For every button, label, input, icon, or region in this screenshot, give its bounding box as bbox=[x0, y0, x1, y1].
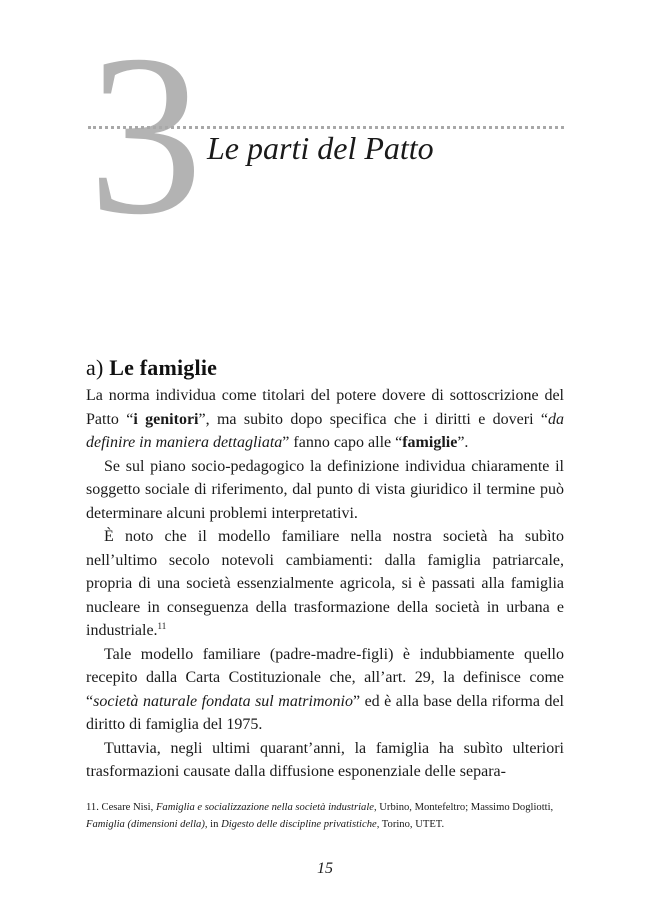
body-text bbox=[86, 384, 564, 784]
section-letter: a) bbox=[86, 355, 104, 380]
bold-term: i genitori bbox=[133, 410, 199, 428]
italic-quote: da definire in maniera dettagliata bbox=[86, 410, 565, 451]
paragraph-4 bbox=[86, 643, 564, 737]
section-heading bbox=[86, 355, 217, 381]
footnote-reference[interactable]: 11 bbox=[157, 621, 167, 631]
text-run: , in bbox=[204, 819, 222, 830]
dotted-rule bbox=[88, 126, 564, 129]
italic-title: Digesto delle discipline privatistiche bbox=[221, 819, 377, 830]
paragraph-5: Tuttavia, negli ultimi quarant’anni, la famiglia ha subìto ulteriori trasformazioni causate dalla diffusione esponenziale delle separa- bbox=[86, 739, 564, 780]
footnote-11 bbox=[86, 799, 564, 833]
chapter-number: 3 bbox=[88, 7, 203, 262]
bold-term: famiglie bbox=[402, 434, 458, 451]
text-run: La norma individua come titolari del potere dovere di sottoscrizione del Patto “ bbox=[86, 387, 564, 428]
text-run: , Torino, UTET. bbox=[376, 819, 445, 830]
text-run: ”. bbox=[457, 434, 469, 451]
text-run: , Urbino, Montefeltro; Massimo Dogliotti, bbox=[373, 802, 554, 813]
chapter-title: Le parti del Patto bbox=[207, 130, 434, 166]
text-run: ” fanno capo alle “ bbox=[282, 434, 403, 451]
text-run: ” ed è alla base della riforma del diritto di famiglia del 1975. bbox=[86, 692, 564, 733]
paragraph-2: Se sul piano socio-pedagogico la definizione individua chiaramente il soggetto sociale di riferimento, dal punto di vista giuridico il termine può determinare alcuni problemi interpretativi. bbox=[86, 457, 564, 522]
text-run: Tale modello familiare (padre-madre-figli) è indubbiamente quello recepito dalla Carta Costituzionale che, all’art. 29, la definisce come “ bbox=[86, 645, 564, 710]
italic-title: Famiglia (dimensioni della) bbox=[86, 819, 205, 830]
text-run: 11. Cesare Nisi, bbox=[86, 802, 156, 813]
page-number: 15 bbox=[317, 860, 333, 877]
text-run: ”, ma subito dopo specifica che i diritti e doveri “ bbox=[198, 410, 549, 428]
text-run: È noto che il modello familiare nella nostra società ha subìto nell’ultimo secolo notevoli cambiamenti: dalla famiglia patriarcale, propria di una società essenzialmente agricola, si è passati alla famiglia nucleare in conseguenza della trasformazione della società in urbana e industriale. bbox=[86, 528, 564, 639]
italic-title: Famiglia e socializzazione nella società industriale bbox=[155, 802, 374, 813]
paragraph-1 bbox=[86, 384, 564, 455]
italic-quote: società naturale fondata sul matrimonio bbox=[93, 692, 353, 710]
section-title: Le famiglie bbox=[109, 355, 218, 380]
paragraph-3 bbox=[86, 525, 564, 643]
